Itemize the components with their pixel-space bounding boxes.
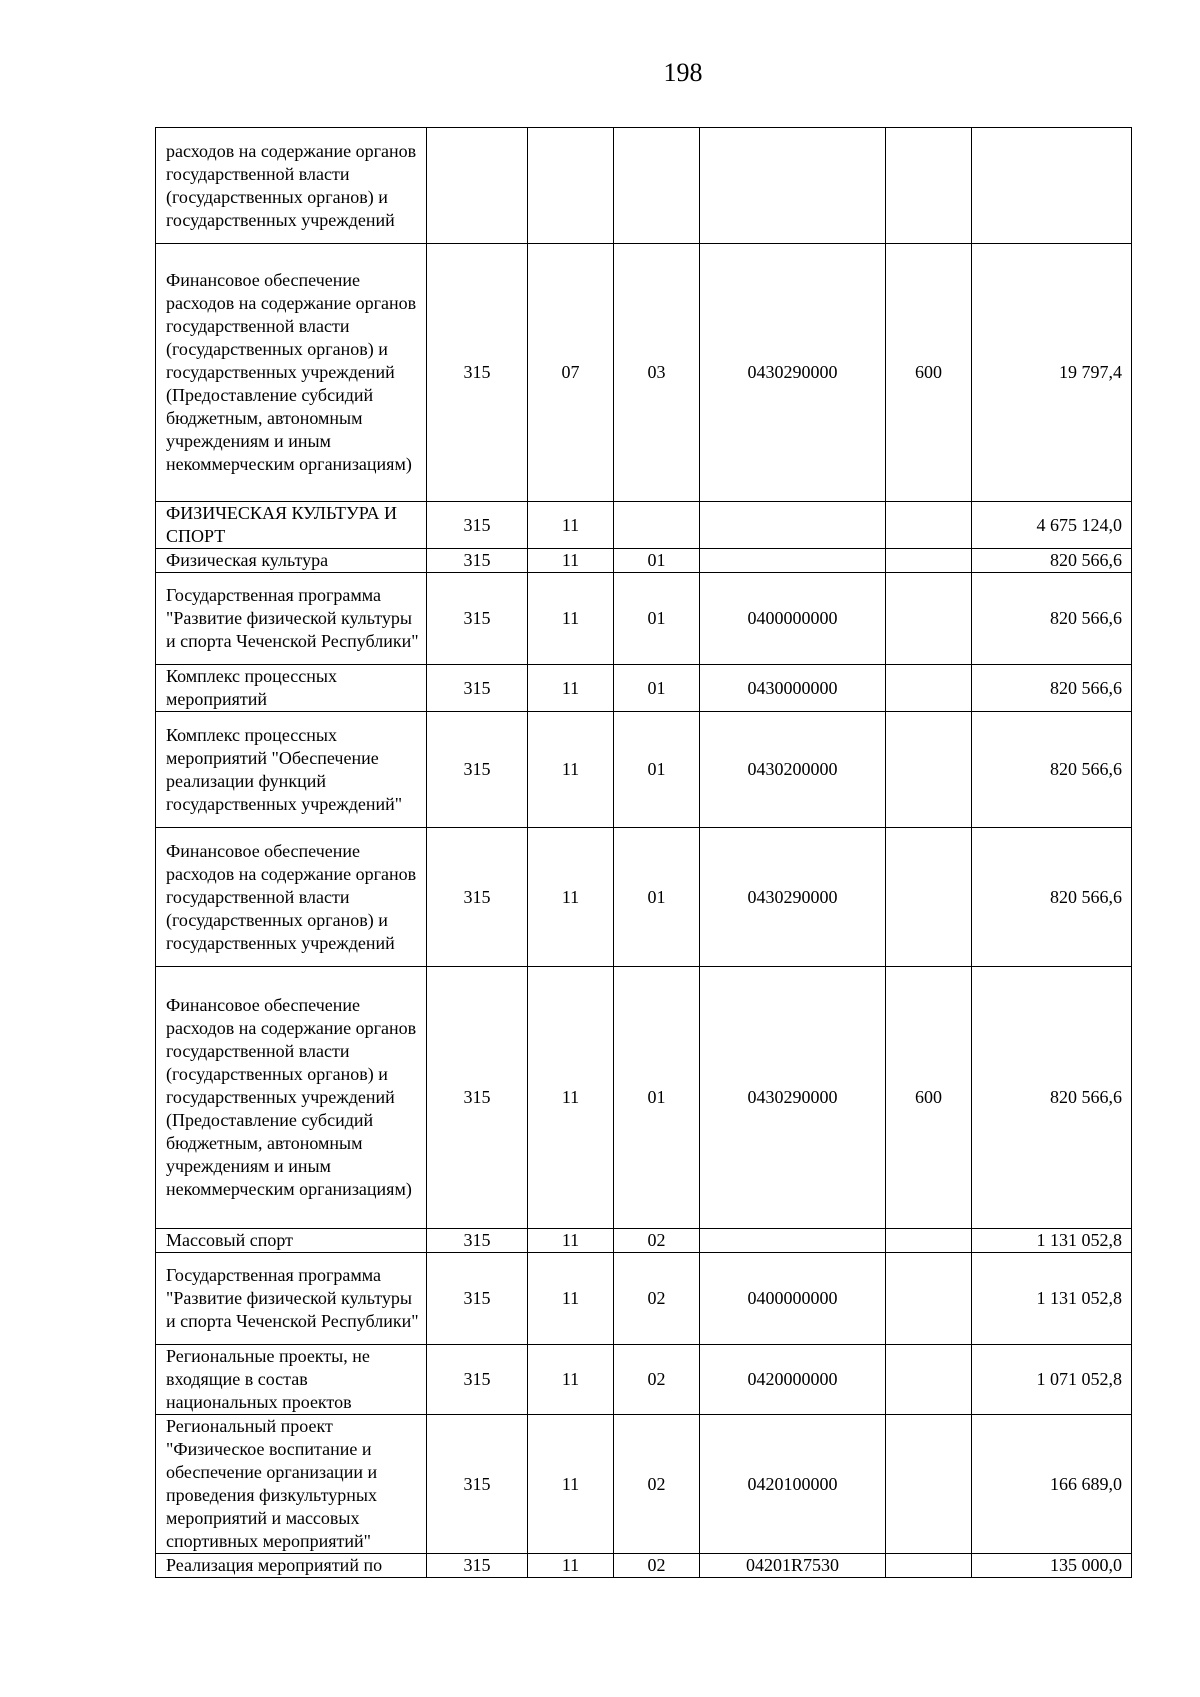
cell-amount: 1 131 052,8 (972, 1253, 1132, 1345)
cell-vr (886, 573, 972, 665)
cell-name: ФИЗИЧЕСКАЯ КУЛЬТУРА И СПОРТ (156, 502, 427, 549)
cell-name: Финансовое обеспечение расходов на содержание органов государственной власти (государственных органов) и государственных учреждений (156, 828, 427, 967)
cell-vr (886, 128, 972, 244)
cell-csr: 0430000000 (700, 665, 886, 712)
cell-name: Финансовое обеспечение расходов на содержание органов государственной власти (государственных органов) и государственных учреждений (Предоставление субсидий бюджетным, автономным учреждениям и иным некоммерческим организациям) (156, 967, 427, 1229)
cell-rz: 11 (528, 573, 614, 665)
table-row (156, 244, 1132, 502)
cell-pr: 01 (614, 967, 700, 1229)
cell-csr: 0430290000 (700, 828, 886, 967)
cell-amount: 1 131 052,8 (972, 1229, 1132, 1253)
cell-vr (886, 1415, 972, 1554)
cell-pr: 02 (614, 1229, 700, 1253)
cell-name: Комплекс процессных мероприятий (156, 665, 427, 712)
cell-amount: 820 566,6 (972, 549, 1132, 573)
cell-ved: 315 (427, 502, 528, 549)
cell-vr: 600 (886, 967, 972, 1229)
cell-pr: 03 (614, 244, 700, 502)
cell-rz: 11 (528, 665, 614, 712)
cell-csr: 0430290000 (700, 244, 886, 502)
cell-vr (886, 502, 972, 549)
cell-rz: 11 (528, 1253, 614, 1345)
cell-pr (614, 128, 700, 244)
cell-rz: 11 (528, 967, 614, 1229)
table-row (156, 573, 1132, 665)
table-row (156, 1554, 1132, 1578)
table-row (156, 1229, 1132, 1253)
cell-amount: 820 566,6 (972, 967, 1132, 1229)
cell-csr (700, 1229, 886, 1253)
cell-csr: 0430290000 (700, 967, 886, 1229)
table-row (156, 967, 1132, 1229)
budget-table-body (156, 128, 1132, 1578)
cell-ved: 315 (427, 665, 528, 712)
cell-ved: 315 (427, 1345, 528, 1415)
cell-amount: 820 566,6 (972, 712, 1132, 828)
table-row (156, 128, 1132, 244)
cell-amount: 1 071 052,8 (972, 1345, 1132, 1415)
cell-ved: 315 (427, 1415, 528, 1554)
cell-pr: 02 (614, 1345, 700, 1415)
cell-amount: 19 797,4 (972, 244, 1132, 502)
cell-name: расходов на содержание органов государственной власти (государственных органов) и государственных учреждений (156, 128, 427, 244)
cell-csr: 04201R7530 (700, 1554, 886, 1578)
cell-pr (614, 502, 700, 549)
cell-amount: 4 675 124,0 (972, 502, 1132, 549)
cell-rz: 11 (528, 549, 614, 573)
cell-name: Комплекс процессных мероприятий "Обеспечение реализации функций государственных учреждений" (156, 712, 427, 828)
cell-vr (886, 828, 972, 967)
cell-pr: 01 (614, 665, 700, 712)
page-number: 198 (663, 58, 703, 87)
cell-ved: 315 (427, 244, 528, 502)
cell-ved: 315 (427, 573, 528, 665)
cell-csr: 0400000000 (700, 573, 886, 665)
cell-ved: 315 (427, 1229, 528, 1253)
cell-pr: 02 (614, 1554, 700, 1578)
cell-pr: 01 (614, 573, 700, 665)
cell-amount: 135 000,0 (972, 1554, 1132, 1578)
table-row (156, 1253, 1132, 1345)
cell-vr (886, 1229, 972, 1253)
cell-pr: 02 (614, 1253, 700, 1345)
cell-ved: 315 (427, 1253, 528, 1345)
cell-amount: 820 566,6 (972, 828, 1132, 967)
cell-rz: 11 (528, 502, 614, 549)
cell-csr: 0420100000 (700, 1415, 886, 1554)
cell-name: Региональные проекты, не входящие в состав национальных проектов (156, 1345, 427, 1415)
cell-name: Региональный проект "Физическое воспитание и обеспечение организации и проведения физкультурных мероприятий и массовых спортивных мероприятий" (156, 1415, 427, 1554)
cell-pr: 01 (614, 828, 700, 967)
table-row (156, 665, 1132, 712)
cell-csr: 0420000000 (700, 1345, 886, 1415)
cell-ved (427, 128, 528, 244)
cell-rz: 11 (528, 1229, 614, 1253)
cell-name: Государственная программа "Развитие физической культуры и спорта Чеченской Республики" (156, 1253, 427, 1345)
cell-rz: 11 (528, 1345, 614, 1415)
cell-rz: 11 (528, 712, 614, 828)
cell-pr: 01 (614, 549, 700, 573)
cell-csr (700, 549, 886, 573)
cell-csr (700, 128, 886, 244)
cell-rz (528, 128, 614, 244)
cell-vr (886, 1253, 972, 1345)
cell-name: Государственная программа "Развитие физической культуры и спорта Чеченской Республики" (156, 573, 427, 665)
cell-ved: 315 (427, 1554, 528, 1578)
cell-rz: 11 (528, 1554, 614, 1578)
cell-amount (972, 128, 1132, 244)
table-row (156, 1415, 1132, 1554)
cell-rz: 11 (528, 828, 614, 967)
cell-csr: 0400000000 (700, 1253, 886, 1345)
table-row (156, 828, 1132, 967)
cell-name: Массовый спорт (156, 1229, 427, 1253)
cell-amount: 820 566,6 (972, 573, 1132, 665)
cell-pr: 01 (614, 712, 700, 828)
cell-amount: 166 689,0 (972, 1415, 1132, 1554)
table-row (156, 549, 1132, 573)
cell-rz: 11 (528, 1415, 614, 1554)
table-row (156, 1345, 1132, 1415)
cell-ved: 315 (427, 712, 528, 828)
cell-pr: 02 (614, 1415, 700, 1554)
cell-vr (886, 665, 972, 712)
cell-name: Реализация мероприятий по (156, 1554, 427, 1578)
table-row (156, 502, 1132, 549)
cell-ved: 315 (427, 967, 528, 1229)
cell-amount: 820 566,6 (972, 665, 1132, 712)
table-row (156, 712, 1132, 828)
cell-vr (886, 712, 972, 828)
budget-table (155, 127, 1132, 1578)
cell-vr: 600 (886, 244, 972, 502)
cell-vr (886, 1345, 972, 1415)
cell-vr (886, 549, 972, 573)
cell-csr: 0430200000 (700, 712, 886, 828)
cell-csr (700, 502, 886, 549)
cell-ved: 315 (427, 549, 528, 573)
cell-rz: 07 (528, 244, 614, 502)
cell-name: Физическая культура (156, 549, 427, 573)
cell-name: Финансовое обеспечение расходов на содержание органов государственной власти (государственных органов) и государственных учреждений (Предоставление субсидий бюджетным, автономным учреждениям и иным некоммерческим организациям) (156, 244, 427, 502)
cell-vr (886, 1554, 972, 1578)
cell-ved: 315 (427, 828, 528, 967)
